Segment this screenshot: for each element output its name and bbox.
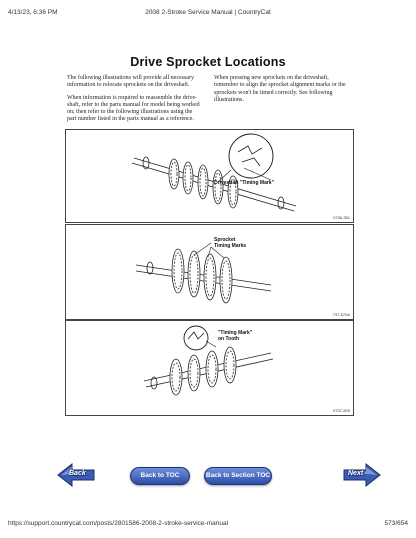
figure-1-label: Driveshaft "Timing Mark" [214,180,274,186]
intro-column-right [214,75,352,109]
tooth-timing-illustration [66,321,353,415]
back-to-section-toc-button[interactable]: Back to Section TOC [204,467,272,485]
figure-1-code: 0736-351 [333,215,350,220]
print-datetime: 4/13/23, 6:36 PM [8,9,58,16]
print-page-count: 573/654 [384,520,408,527]
intro-paragraph-3: When pressing new sprockets on the driveshaft, remember to align the sprocket alignment marks or the sprockets won't be timed correctly. See following illustrations. [214,75,346,103]
next-label: Next [348,470,364,477]
figure-driveshaft-timing-mark [65,129,354,223]
figure-2-code: 737-670A [332,312,350,317]
figure-3-label [218,330,252,342]
print-url: https://support.countrycat.com/posts/2801586-2008-2-stroke-service-manual [8,520,229,527]
back-button[interactable] [56,462,96,488]
intro-paragraph-2: When information is required to reassemble the drive-shaft, refer to the parts manual for model being worked on; then refer to the following illustrations using the part number listed in the parts manual as a reference. [67,94,200,123]
figure-sprocket-timing-marks [65,224,354,320]
figure-timing-mark-on-tooth [65,320,354,416]
print-page-title: 2008 2-Stroke Service Manual | CountryCat [145,9,271,16]
figure-2-label-line-2: Timing Marks [214,243,247,249]
next-button[interactable] [342,462,382,488]
intro-paragraph-1: The following illustrations will provide all necessary information to relocate sprockets on the driveshaft. [67,75,194,89]
intro-column-left [67,75,203,129]
driveshaft-illustration [66,130,353,222]
section-title: Drive Sprocket Locations [130,55,286,69]
back-label: Back [69,470,86,477]
figure-2-label-line-1: Sprocket [214,237,236,243]
figure-2-label [214,237,246,249]
sprocket-illustration [66,225,353,319]
figure-3-label-line-2: on Tooth [218,336,240,342]
figure-3-label-line-1: "Timing Mark" [218,330,253,336]
back-to-toc-button[interactable]: Back to TOC [130,467,190,485]
figure-3-code: 0737-829 [333,408,350,413]
